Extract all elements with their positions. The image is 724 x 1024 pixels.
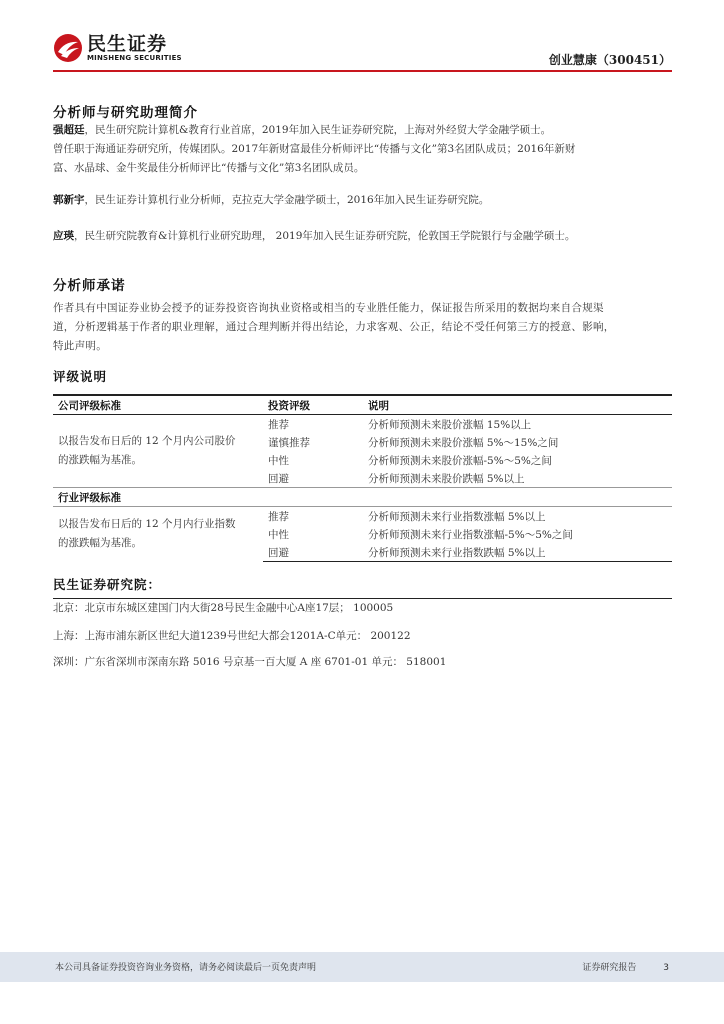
col-description: 说明 bbox=[363, 395, 672, 415]
analyst-bio-text: 富、水晶球、金牛奖最佳分析师评比“传播与文化”第3名团队成员。 bbox=[53, 162, 365, 174]
analyst-bio-1 bbox=[53, 121, 672, 178]
commitment-line: 特此声明。 bbox=[53, 340, 107, 352]
minsheng-logo bbox=[53, 33, 182, 63]
rating-value: 中性 bbox=[268, 528, 289, 541]
footer-notice: 本公司具备证券投资咨询业务资格，请务必阅读最后一页免责声明 bbox=[55, 963, 317, 973]
rating-description: 分析师预测未来行业指数涨幅 5%以上 bbox=[368, 510, 546, 523]
analyst-bio-3 bbox=[53, 227, 672, 246]
industry-basis-line: 以报告发布日后的 12 个月内行业指数 bbox=[58, 518, 236, 531]
company-basis-line: 的涨跌幅为基准。 bbox=[58, 454, 142, 466]
table-row bbox=[53, 507, 672, 526]
analyst-bio-text: ，民生研究院计算机&教育行业首席，2019年加入民生证券研究院，上海对外经贸大学金融学硕士。 bbox=[84, 124, 552, 136]
commitment-title: 分析师承诺 bbox=[53, 278, 126, 294]
analyst-name: 应瑛 bbox=[53, 230, 74, 242]
rating-value: 推荐 bbox=[268, 418, 289, 431]
analyst-bio-text: ，民生证券计算机行业分析师，克拉克大学金融学硕士，2016年加入民生证券研究院。 bbox=[84, 194, 490, 206]
address-shenzhen: 深圳：广东省深圳市深南东路 5016 号京基一百大厦 A 座 6701-01 单元： 518001 bbox=[53, 656, 447, 668]
page-number: 3 bbox=[663, 963, 669, 973]
industry-header-row bbox=[53, 488, 672, 507]
rating-value: 回避 bbox=[268, 472, 289, 485]
rating-value: 谨慎推荐 bbox=[268, 436, 310, 449]
col-industry-standard: 行业评级标准 bbox=[53, 488, 263, 507]
table-row bbox=[53, 415, 672, 434]
commitment-line: 道，分析逻辑基于作者的职业理解，通过合理判断并得出结论，力求客观、公正，结论不受任何第三方的授意、影响， bbox=[53, 321, 615, 333]
analyst-name: 郭新宇 bbox=[53, 194, 85, 206]
analyst-bio-2 bbox=[53, 191, 672, 210]
commitment-line: 作者具有中国证券业协会授予的证券投资咨询执业资格或相当的专业胜任能力，保证报告所采用的数据均来自合规渠 bbox=[53, 302, 604, 314]
minsheng-logo-icon bbox=[53, 33, 83, 63]
page-footer bbox=[0, 952, 724, 982]
rating-value: 推荐 bbox=[268, 510, 289, 523]
rating-description: 分析师预测未来股价涨幅-5%～5%之间 bbox=[368, 454, 552, 467]
footer-right bbox=[558, 960, 669, 973]
industry-basis-cell bbox=[53, 507, 263, 562]
rating-title: 评级说明 bbox=[53, 369, 108, 384]
rating-description: 分析师预测未来行业指数涨幅-5%～5%之间 bbox=[368, 528, 573, 541]
rating-value: 中性 bbox=[268, 454, 289, 467]
page-header bbox=[0, 0, 724, 72]
rating-table bbox=[53, 394, 672, 562]
col-company-standard: 公司评级标准 bbox=[53, 395, 263, 415]
rating-description: 分析师预测未来股价跌幅 5%以上 bbox=[368, 472, 525, 485]
header-divider bbox=[53, 70, 672, 72]
rating-description: 分析师预测未来股价涨幅 5%～15%之间 bbox=[368, 436, 559, 449]
rating-value: 回避 bbox=[263, 543, 363, 562]
industry-basis-line: 的涨跌幅为基准。 bbox=[58, 537, 142, 550]
address-shanghai: 上海：上海市浦东新区世纪大道1239号世纪大都会1201A-C单元： 200122 bbox=[53, 630, 411, 642]
report-title: 创业慧康（300451） bbox=[548, 53, 671, 67]
commitment-text bbox=[53, 299, 672, 356]
analyst-bio-text: 曾任职于海通证券研究所，传媒团队。2017年新财富最佳分析师评比“传播与文化”第3名团队成员；2016年新财 bbox=[53, 143, 576, 155]
analysts-section-title: 分析师与研究助理简介 bbox=[53, 105, 198, 121]
institute-title: 民生证券研究院： bbox=[53, 577, 162, 592]
company-basis-line: 以报告发布日后的 12 个月内公司股价 bbox=[58, 435, 236, 447]
col-investment-rating: 投资评级 bbox=[263, 395, 363, 415]
logo-english-text: MINSHENG SECURITIES bbox=[87, 54, 182, 62]
address-beijing: 北京：北京市东城区建国门内大街28号民生金融中心A座17层； 100005 bbox=[53, 602, 394, 614]
analyst-bio-text: ，民生研究院教育&计算机行业研究助理， 2019年加入民生证券研究院，伦敦国王学院银行与金融学硕士。 bbox=[74, 230, 576, 242]
footer-report-type: 证券研究报告 bbox=[582, 963, 637, 973]
analyst-name: 强超廷 bbox=[53, 124, 85, 136]
table-header-row bbox=[53, 395, 672, 415]
rating-description: 分析师预测未来股价涨幅 15%以上 bbox=[368, 418, 532, 431]
rating-description: 分析师预测未来行业指数跌幅 5%以上 bbox=[363, 543, 672, 562]
company-basis-cell bbox=[53, 415, 263, 488]
logo-chinese-text: 民生证券 bbox=[87, 33, 168, 55]
